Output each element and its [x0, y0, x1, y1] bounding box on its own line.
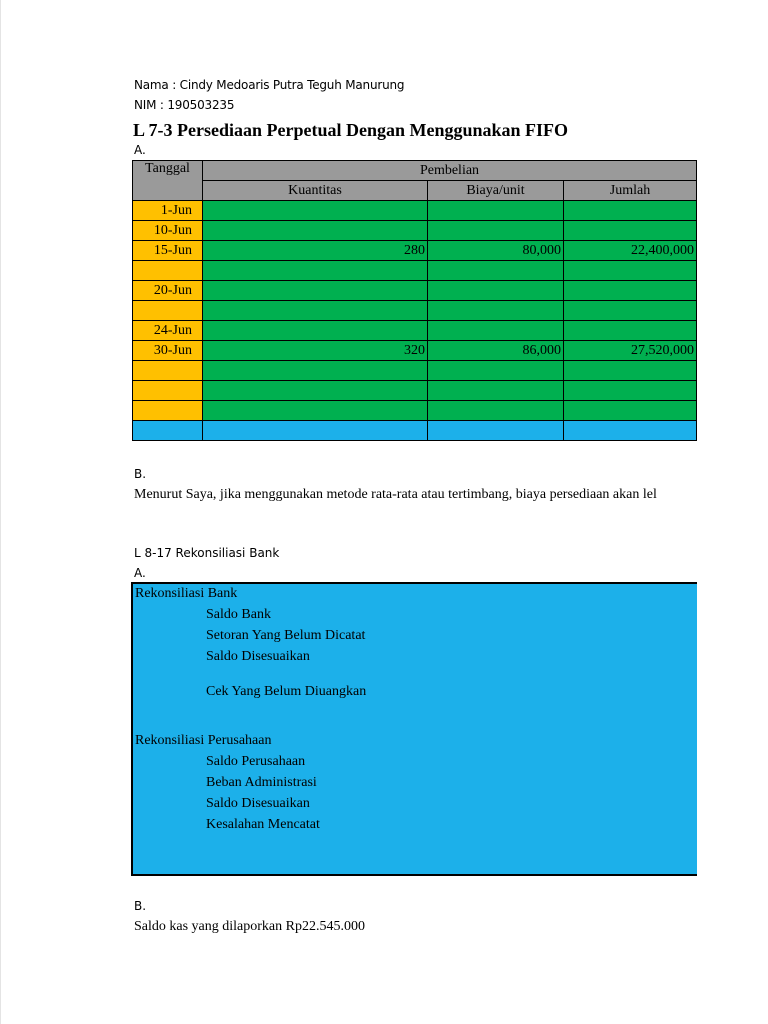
company-item: Saldo Disesuaikan	[206, 796, 310, 811]
table-row	[133, 381, 697, 401]
jumlah-cell	[564, 321, 697, 341]
section1-part-a: A.	[134, 143, 146, 157]
footer-cell	[564, 421, 697, 441]
date-cell: 24-Jun	[133, 321, 203, 341]
table-row	[133, 261, 697, 281]
kuantitas-cell	[203, 361, 428, 381]
table-header-row-1	[133, 161, 697, 181]
table-row	[133, 301, 697, 321]
jumlah-cell: 22,400,000	[564, 241, 697, 261]
biaya-cell	[428, 361, 564, 381]
jumlah-cell	[564, 281, 697, 301]
date-cell: 15-Jun	[133, 241, 203, 261]
biaya-cell: 80,000	[428, 241, 564, 261]
table-row	[133, 321, 697, 341]
jumlah-cell: 27,520,000	[564, 341, 697, 361]
section2-part-b: B.	[134, 899, 147, 913]
section1-part-b: B.	[134, 467, 147, 481]
inventory-table-body	[133, 201, 697, 421]
reconciliation-box	[131, 582, 697, 876]
kuantitas-cell	[203, 381, 428, 401]
kuantitas-cell	[203, 321, 428, 341]
table-footer-row	[133, 421, 697, 441]
biaya-cell: 86,000	[428, 341, 564, 361]
inventory-table	[132, 160, 697, 441]
kuantitas-cell: 280	[203, 241, 428, 261]
jumlah-cell	[564, 301, 697, 321]
kuantitas-cell	[203, 201, 428, 221]
bank-reconciliation-heading: Rekonsiliasi Bank	[135, 586, 238, 601]
answer-paragraph: Menurut Saya, jika menggunakan metode rata-rata atau tertimbang, biaya persediaan akan lel	[134, 487, 657, 502]
bank-item: Saldo Bank	[206, 607, 271, 622]
date-cell	[133, 301, 203, 321]
table-row	[133, 241, 697, 261]
company-reconciliation-heading: Rekonsiliasi Perusahaan	[135, 733, 272, 748]
biaya-cell	[428, 301, 564, 321]
company-item: Beban Administrasi	[206, 775, 317, 790]
date-cell	[133, 381, 203, 401]
footer-cell	[133, 421, 203, 441]
tanggal-header: Tanggal	[133, 161, 203, 201]
table-row	[133, 401, 697, 421]
company-item: Saldo Perusahaan	[206, 754, 306, 769]
biaya-cell	[428, 221, 564, 241]
kuantitas-cell	[203, 401, 428, 421]
kuantitas-cell	[203, 301, 428, 321]
column-header-jumlah: Jumlah	[564, 181, 697, 201]
footer-cell	[428, 421, 564, 441]
column-header-kuantitas: Kuantitas	[203, 181, 428, 201]
table-row	[133, 361, 697, 381]
date-cell	[133, 401, 203, 421]
jumlah-cell	[564, 401, 697, 421]
jumlah-cell	[564, 381, 697, 401]
date-cell: 30-Jun	[133, 341, 203, 361]
date-cell: 10-Jun	[133, 221, 203, 241]
section1-title: L 7-3 Persediaan Perpetual Dengan Menggunakan FIFO	[133, 120, 569, 140]
company-item: Kesalahan Mencatat	[206, 817, 320, 832]
kuantitas-cell	[203, 281, 428, 301]
jumlah-cell	[564, 361, 697, 381]
section2-part-a: A.	[134, 566, 146, 580]
bank-item: Saldo Disesuaikan	[206, 649, 310, 664]
biaya-cell	[428, 321, 564, 341]
kuantitas-cell: 320	[203, 341, 428, 361]
page-edge	[0, 0, 1, 1024]
pembelian-header: Pembelian	[203, 161, 697, 181]
student-name: Nama : Cindy Medoaris Putra Teguh Manurung	[134, 78, 405, 92]
bank-item: Setoran Yang Belum Dicatat	[206, 628, 366, 643]
jumlah-cell	[564, 221, 697, 241]
section2-title: L 8-17 Rekonsiliasi Bank	[134, 546, 280, 560]
column-header-biaya: Biaya/unit	[428, 181, 564, 201]
date-cell: 1-Jun	[133, 201, 203, 221]
date-cell	[133, 361, 203, 381]
kuantitas-cell	[203, 221, 428, 241]
table-row	[133, 281, 697, 301]
biaya-cell	[428, 261, 564, 281]
table-header-row-2	[133, 181, 697, 201]
jumlah-cell	[564, 261, 697, 281]
table-row	[133, 201, 697, 221]
date-cell	[133, 261, 203, 281]
biaya-cell	[428, 381, 564, 401]
biaya-cell	[428, 281, 564, 301]
final-answer: Saldo kas yang dilaporkan Rp22.545.000	[134, 919, 365, 934]
bank-item: Cek Yang Belum Diuangkan	[206, 684, 367, 699]
kuantitas-cell	[203, 261, 428, 281]
table-row	[133, 221, 697, 241]
jumlah-cell	[564, 201, 697, 221]
footer-cell	[203, 421, 428, 441]
biaya-cell	[428, 401, 564, 421]
date-cell: 20-Jun	[133, 281, 203, 301]
table-row	[133, 341, 697, 361]
student-nim: NIM : 190503235	[134, 98, 235, 112]
biaya-cell	[428, 201, 564, 221]
